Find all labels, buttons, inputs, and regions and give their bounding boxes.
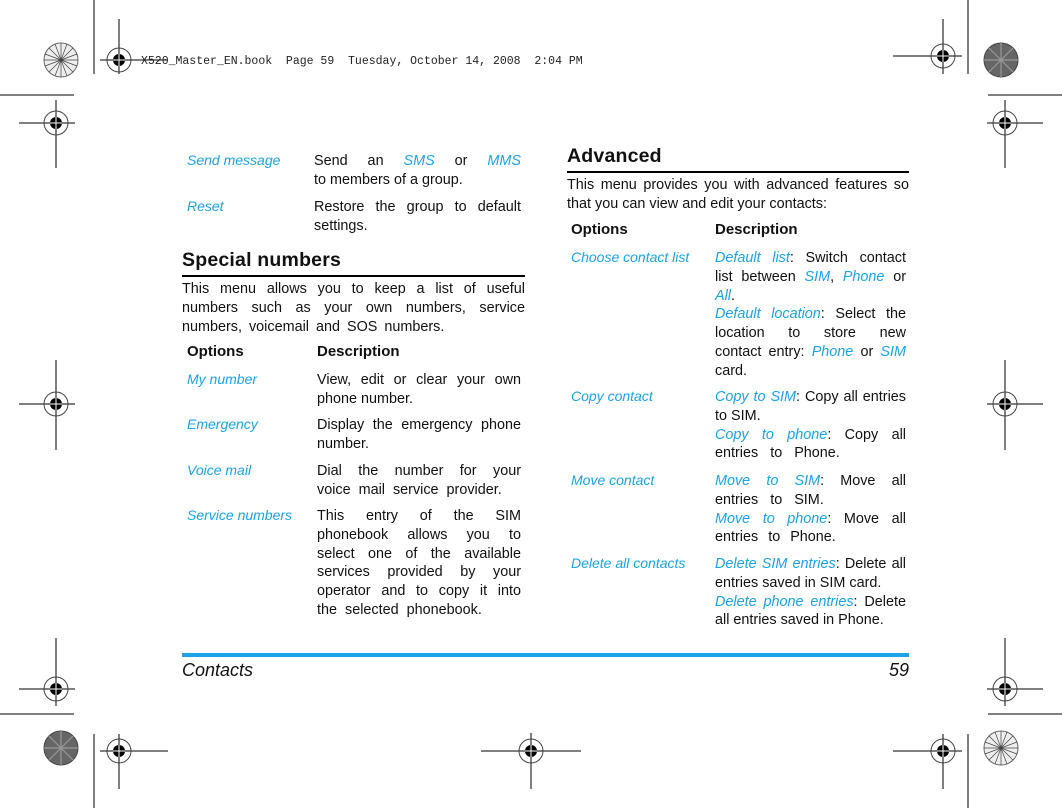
option-voice-mail: Voice mail <box>187 462 252 478</box>
entry-copy-to-phone: Copy to phone: Copy all entries to Phone. <box>715 426 906 462</box>
table-header-description: Description <box>317 343 400 360</box>
option-my-number: My number <box>187 371 258 387</box>
section-intro-special-numbers: This menu allows you to keep a list of useful numbers such as your own numbers, service numbers, voicemail and SOS numbers. <box>182 281 525 335</box>
desc-copy-contact <box>715 388 906 463</box>
desc-reset: Restore the group to default settings. <box>314 199 521 234</box>
section-title-special-numbers: Special numbers <box>182 249 342 271</box>
option-move-contact: Move contact <box>571 472 655 488</box>
table-header-description: Description <box>715 221 798 238</box>
entry-delete-sim-entries: Delete SIM entries: Delete all entries saved in SIM card. <box>715 556 906 591</box>
footer-page-number: 59 <box>888 660 909 680</box>
print-slug: X520_Master_EN.book Page 59 Tuesday, October 14, 2008 2:04 PM <box>141 55 583 68</box>
desc-emergency: Display the emergency phone number. <box>317 417 521 452</box>
section-title-advanced: Advanced <box>567 145 662 167</box>
entry-default-list: Default list: Switch contact list between SIM, Phone or All. <box>715 250 906 304</box>
entry-default-location: Default location: Select the location to store new contact entry: Phone or SIM card. <box>715 306 906 379</box>
desc-service-numbers: This entry of the SIM phonebook allows you to select one of the available services provided by your operator and to copy it into the selected phonebook. <box>317 508 521 618</box>
option-choose-contact-list: Choose contact list <box>571 249 690 265</box>
entry-move-to-sim: Move to SIM: Move all entries to SIM. <box>715 473 906 508</box>
option-delete-all-contacts: Delete all contacts <box>571 555 686 571</box>
section-rule <box>567 171 909 173</box>
desc-move-contact <box>715 472 906 547</box>
entry-copy-to-sim: Copy to SIM: Copy all entries to SIM. <box>715 389 906 424</box>
desc-voice-mail: Dial the number for your voice mail service provider. <box>317 463 521 498</box>
section-intro-advanced: This menu provides you with advanced features so that you can view and edit your contacts: <box>567 177 909 212</box>
footer-rule <box>182 653 909 657</box>
desc-delete-all-contacts <box>715 555 906 630</box>
table-header-options: Options <box>187 343 244 360</box>
table-header-options: Options <box>571 221 628 238</box>
footer-chapter-title: Contacts <box>182 660 254 680</box>
option-service-numbers: Service numbers <box>187 507 293 523</box>
option-reset: Reset <box>187 198 224 214</box>
section-rule <box>182 275 525 277</box>
desc-choose-contact-list <box>715 249 906 381</box>
option-copy-contact: Copy contact <box>571 388 653 404</box>
option-send-message: Send message <box>187 152 281 168</box>
desc-my-number: View, edit or clear your own phone number. <box>317 372 521 407</box>
entry-move-to-phone: Move to phone: Move all entries to Phone. <box>715 510 906 546</box>
entry-delete-phone-entries: Delete phone entries: Delete all entries saved in Phone. <box>715 593 906 629</box>
option-emergency: Emergency <box>187 416 258 432</box>
desc-send-message: Send an SMS or MMS to members of a group. <box>314 153 521 188</box>
